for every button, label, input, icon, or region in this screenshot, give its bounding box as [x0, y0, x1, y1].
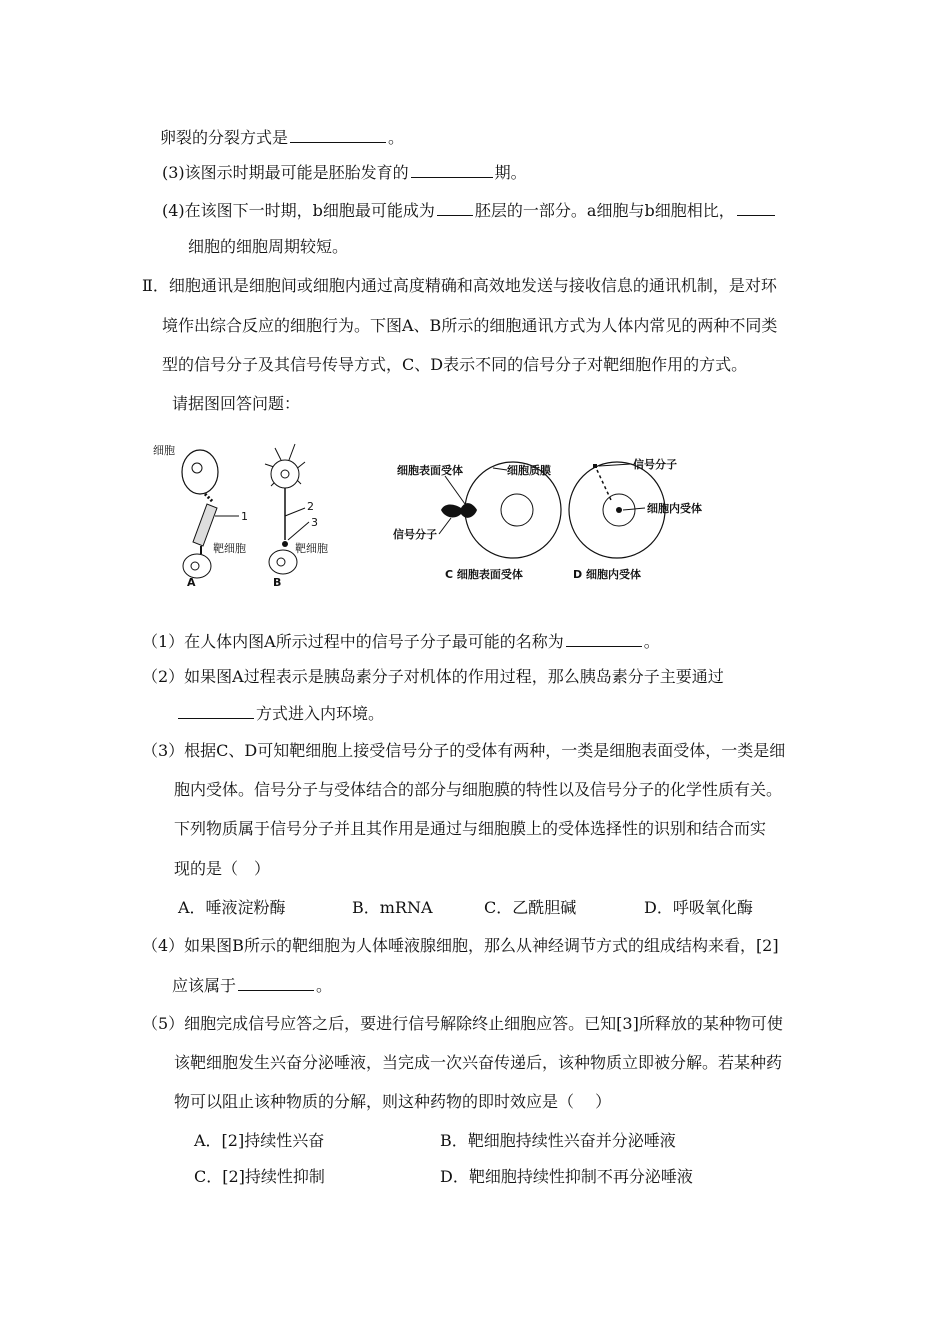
d-inner-receptor: [616, 507, 622, 513]
q5-option-c[interactable]: C．[2]持续性抑制: [194, 1167, 325, 1186]
b-pointer-2: [285, 508, 305, 516]
question-5-options-row-2: [194, 1166, 693, 1188]
question-5-line-1: （5）细胞完成信号应答之后，要进行信号解除终止细胞应答。已知[3]所释放的某种物可使: [142, 1014, 783, 1033]
question-3-line-2: 胞内受体。信号分子与受体结合的部分与细胞膜的特性以及信号分子的化学性质有关。: [174, 780, 783, 799]
b-pointer-3: [288, 522, 309, 540]
b-num-2: 2: [307, 500, 314, 513]
q5-option-a[interactable]: A．[2]持续性兴奋: [194, 1131, 325, 1150]
question-4-line-1: （4）如果图B所示的靶细胞为人体唾液腺细胞，那么从神经调节方式的组成结构来看，[2]: [142, 936, 779, 955]
c-pointer-signal: [439, 518, 451, 534]
question-2-cont: 方式进入内环境。: [176, 702, 384, 725]
part2-intro-4: 请据图回答问题：: [172, 394, 301, 413]
b-num-3: 3: [311, 516, 318, 529]
q3-option-c[interactable]: C．乙酰胆碱: [484, 898, 577, 917]
d-signal-molecule: [593, 464, 597, 468]
figure-a: [153, 444, 248, 588]
c-signal-label: 信号分子: [393, 528, 437, 541]
question-2: （2）如果图A过程表示是胰岛素分子对机体的作用过程，那么胰岛素分子主要通过: [142, 667, 724, 686]
a-blood-vessel: [193, 504, 217, 546]
a-secretion: [205, 494, 213, 502]
q3-option-b[interactable]: B．mRNA: [352, 898, 433, 917]
question-5-options-row-1: [194, 1130, 676, 1152]
c-pointer-receptor: [445, 476, 465, 504]
q3-option-d[interactable]: D．呼吸氧化酶: [644, 898, 753, 917]
question-3-line-3: 下列物质属于信号分子并且其作用是通过与细胞膜上的受体选择性的识别和结合而实: [174, 819, 767, 838]
question-4-part1-cont: 细胞的细胞周期较短。: [188, 237, 349, 256]
part2-intro-1: Ⅱ．细胞通讯是细胞间或细胞内通过高度精确和高效地发送与接收信息的通讯机制，是对环: [142, 276, 777, 295]
answer-blank-cell[interactable]: [737, 199, 775, 216]
question-4-line-2: 应该属于 。: [172, 976, 333, 995]
a-nucleus: [192, 463, 202, 473]
c-caption: C 细胞表面受体: [445, 568, 523, 581]
c-membrane-label: 细胞质膜: [507, 464, 551, 477]
figure-c: [393, 462, 561, 581]
b-neuron-nucleus: [281, 470, 289, 478]
question-5-line-3: 物可以阻止该种物质的分解，则这种药物的即时效应是（ ）: [174, 1092, 612, 1111]
question-3-line-1: （3）根据C、D可知靶细胞上接受信号分子的受体有两种，一类是细胞表面受体，一类是细: [142, 741, 786, 760]
question-5-line-2: 该靶细胞发生兴奋分泌唾液，当完成一次兴奋传递后，该种物质立即被分解。若某种药: [174, 1053, 783, 1072]
a-caption: A: [187, 576, 196, 588]
figure-b: [265, 444, 328, 588]
q3-option-a[interactable]: A．唾液淀粉酶: [178, 898, 286, 917]
part2-intro-2: 境作出综合反应的细胞行为。下图A、B所示的细胞通讯方式为人体内常见的两种不同类: [162, 316, 778, 335]
answer-blank-q2[interactable]: [178, 702, 254, 719]
b-caption: B: [273, 576, 282, 588]
q5-option-b[interactable]: B．靶细胞持续性兴奋并分泌唾液: [440, 1131, 676, 1150]
d-caption: D 细胞内受体: [573, 568, 641, 581]
question-1: （1）在人体内图A所示过程中的信号子分子最可能的名称为 。: [142, 632, 660, 651]
b-target-nucleus: [277, 558, 285, 566]
line-cleavage: 卵裂的分裂方式是 。: [160, 128, 405, 147]
a-target-label: 靶细胞: [213, 542, 246, 555]
answer-blank-germ-layer[interactable]: [437, 199, 473, 216]
c-surface-receptor-label: 细胞表面受体: [397, 464, 463, 477]
a-cell-label: 细胞: [153, 444, 175, 457]
answer-blank-q1[interactable]: [566, 630, 642, 647]
d-inner-receptor-label: 细胞内受体: [647, 502, 702, 515]
figure-d: [569, 457, 702, 581]
b-terminal: [282, 541, 288, 547]
question-4-part1: (4)在该图下一时期，b细胞最可能成为 胚层的一部分。a细胞与b细胞相比，: [162, 199, 777, 222]
q5-option-d[interactable]: D．靶细胞持续性抑制不再分泌唾液: [440, 1167, 693, 1186]
a-target-nucleus: [191, 562, 199, 570]
cell-communication-figure: [145, 438, 705, 588]
question-3-line-4: 现的是（ ）: [174, 859, 271, 878]
d-signal-label: 信号分子: [633, 458, 677, 471]
question-3-part1: (3)该图示时期最可能是胚胎发育的 期。: [162, 163, 527, 182]
c-nucleus: [501, 494, 533, 526]
part2-intro-3: 型的信号分子及其信号传导方式，C、D表示不同的信号分子对靶细胞作用的方式。: [162, 355, 748, 374]
c-signal-receptor-complex: [441, 503, 477, 518]
question-3-options: [178, 897, 753, 919]
b-target-label: 靶细胞: [295, 542, 328, 555]
a-num-1: 1: [241, 510, 248, 523]
answer-blank-stage[interactable]: [411, 161, 493, 178]
answer-blank-cleavage[interactable]: [290, 126, 386, 143]
answer-blank-q4[interactable]: [238, 974, 314, 991]
